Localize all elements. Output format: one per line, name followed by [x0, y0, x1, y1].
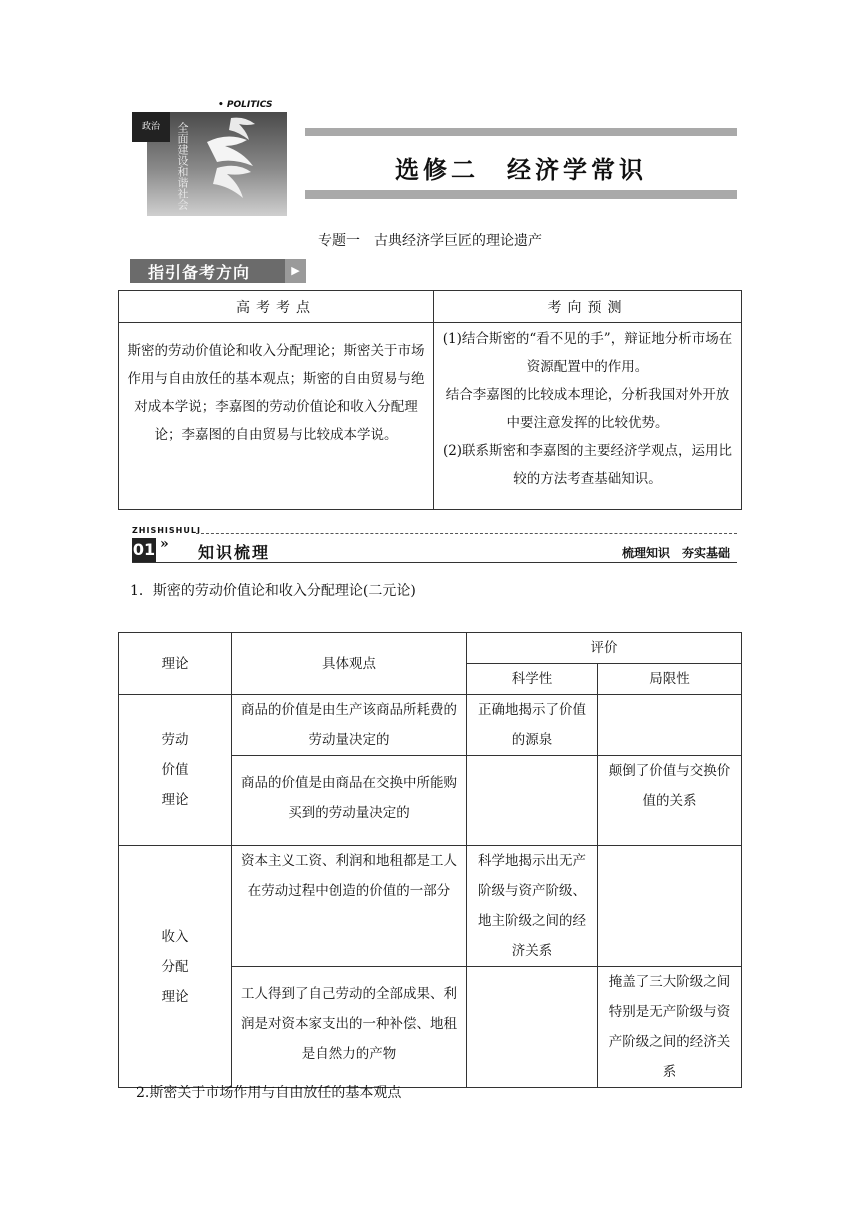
title-bar-top: [305, 128, 737, 136]
table-cell: [467, 756, 598, 846]
play-arrow-icon: ▶: [285, 259, 306, 283]
logo-politics-label: • POLITICS: [218, 100, 273, 110]
table-cell: [598, 695, 742, 756]
section-title: 知识梳理: [198, 543, 271, 562]
theory-table: [118, 632, 742, 1088]
logo-flag: 政治: [132, 112, 170, 142]
table-cell: 斯密的劳动价值论和收入分配理论；斯密关于市场作用与自由放任的基本观点；斯密的自由贸易与绝对成本学说；李嘉图的劳动价值论和收入分配理论；李嘉图的自由贸易与比较成本学说。: [119, 323, 434, 510]
section-number: 01: [132, 538, 156, 562]
guide-banner-label: 指引备考方向: [148, 263, 251, 282]
table-header: 理论: [119, 633, 232, 695]
table-cell: [467, 967, 598, 1088]
table-cell: 商品的价值是由商品在交换中所能购买到的劳动量决定的: [232, 756, 467, 846]
table-cell: 收入 分配 理论: [119, 846, 232, 1088]
list-item: (1)结合斯密的“看不见的手”，辩证地分析市场在资源配置中的作用。: [442, 331, 733, 375]
table-cell: 劳动 价值 理论: [119, 695, 232, 846]
logo-vertical-text: 全面建设和谐社会: [176, 122, 189, 210]
table-cell: 资本主义工资、利润和地租都是工人在劳动过程中创造的价值的一部分: [232, 846, 467, 967]
table-cell: 工人得到了自己劳动的全部成果、利润是对资本家支出的一种补偿、地租是自然力的产物: [232, 967, 467, 1088]
exam-direction-table: [118, 290, 742, 510]
chevron-right-icon: »: [160, 536, 169, 552]
table-cell: 商品的价值是由生产该商品所耗费的劳动量决定的: [232, 695, 467, 756]
title-bar-bottom: [305, 190, 737, 199]
list-item: 结合李嘉图的比较成本理论，分析我国对外开放中要注意发挥的比较优势。: [445, 387, 730, 431]
divider: [196, 533, 737, 534]
table-header: 评价: [467, 633, 742, 664]
heading: 1．斯密的劳动价值论和收入分配理论(二元论): [130, 583, 416, 599]
table-cell: 掩盖了三大阶级之间特别是无产阶级与资产阶级之间的经济关系: [598, 967, 742, 1088]
page-title: 选修二 经济学常识: [395, 156, 647, 184]
table-cell: [434, 323, 742, 510]
section-kicker: ZHISHISHULI: [132, 526, 201, 535]
table-header: 科学性: [467, 664, 598, 695]
table-cell: 颠倒了价值与交换价值的关系: [598, 756, 742, 846]
page-subtitle: 专题一 古典经济学巨匠的理论遗产: [318, 233, 542, 249]
list-item: (2)联系斯密和李嘉图的主要经济学观点，运用比较的方法考查基础知识。: [442, 443, 733, 487]
table-header: 局限性: [598, 664, 742, 695]
table-header: 考向预测: [434, 291, 742, 323]
table-cell: 正确地揭示了价值的源泉: [467, 695, 598, 756]
table-header: 高考考点: [119, 291, 434, 323]
divider: [132, 562, 737, 563]
section-tagline: 梳理知识 夯实基础: [621, 546, 730, 560]
table-header: 具体观点: [232, 633, 467, 695]
table-cell: [598, 846, 742, 967]
table-cell: 科学地揭示出无产阶级与资产阶级、地主阶级之间的经济关系: [467, 846, 598, 967]
heading: 2.斯密关于市场作用与自由放任的基本观点: [136, 1085, 402, 1101]
